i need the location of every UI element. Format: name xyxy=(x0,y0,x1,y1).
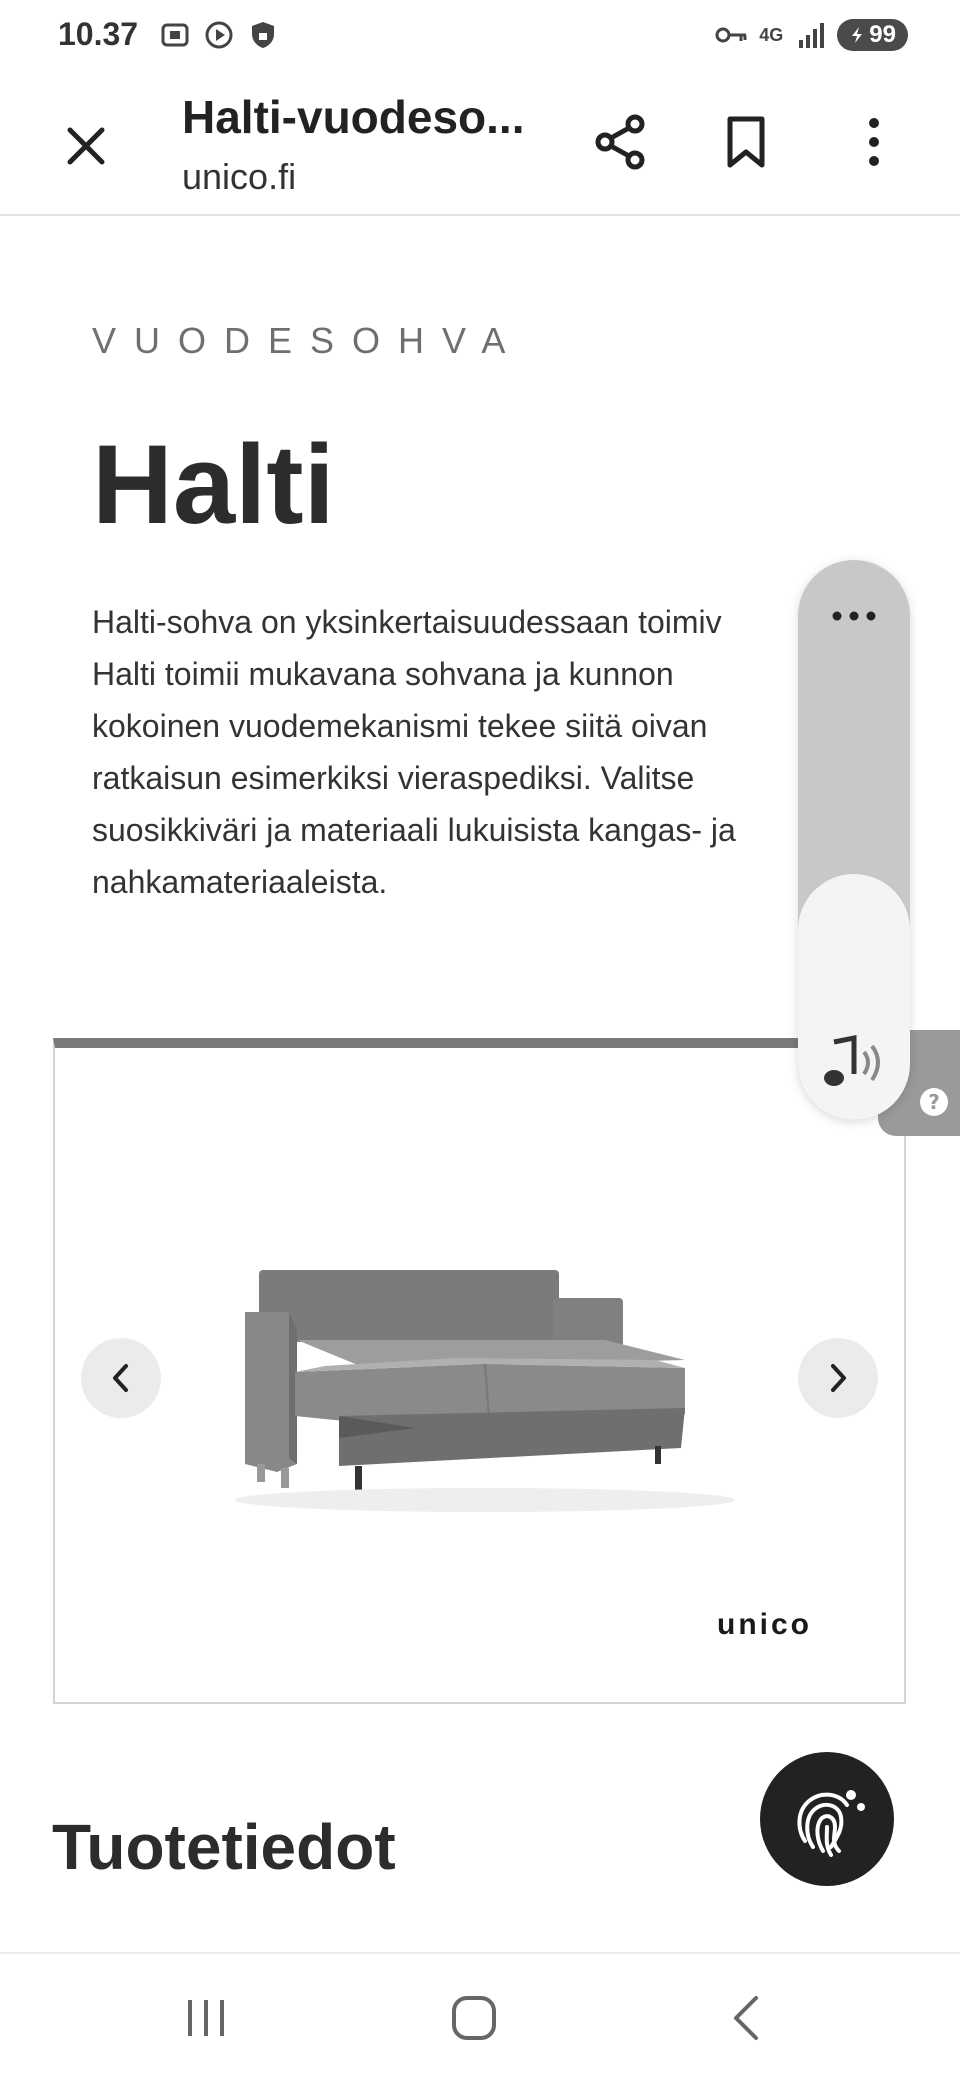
recent-apps-icon xyxy=(184,1996,228,2040)
back-button[interactable] xyxy=(720,1992,772,2044)
description-line: Halti-sohva on yksinkertaisuudessaan toimiv xyxy=(92,604,722,640)
carousel-next-button[interactable] xyxy=(798,1338,878,1418)
section-title-product-info: Tuotetiedot xyxy=(52,1811,396,1883)
battery-level: 99 xyxy=(869,21,896,48)
volume-more-button[interactable] xyxy=(798,596,910,636)
description-line: kokoinen vuodemekanismi tekee siitä oivan xyxy=(92,708,708,744)
page-tab-title: Halti-vuodeso... xyxy=(182,91,525,143)
product-title: Halti xyxy=(92,422,335,547)
shield-icon xyxy=(246,18,280,52)
battery-indicator xyxy=(837,19,908,51)
description-line: Halti toimii mukavana sohvana ja kunnon xyxy=(92,656,674,692)
recent-apps-button[interactable] xyxy=(180,1992,232,2044)
status-icons-left xyxy=(158,18,280,52)
close-icon xyxy=(66,126,106,166)
status-time: 10.37 xyxy=(58,16,139,52)
home-icon xyxy=(450,1994,498,2042)
key-icon xyxy=(715,18,749,52)
share-button[interactable] xyxy=(588,110,652,174)
chevron-left-icon xyxy=(111,1363,131,1393)
sofa-bed-image xyxy=(185,1268,785,1573)
share-icon xyxy=(593,114,647,170)
browser-toolbar xyxy=(0,72,960,216)
chevron-right-icon xyxy=(828,1363,848,1393)
status-icons-right xyxy=(715,18,908,52)
back-icon xyxy=(731,1994,761,2042)
more-horizontal-icon xyxy=(832,611,876,621)
more-menu-button[interactable] xyxy=(842,110,906,174)
carousel-prev-button[interactable] xyxy=(81,1338,161,1418)
signal-icon xyxy=(793,18,827,52)
play-icon xyxy=(202,18,236,52)
product-category: VUODESOHVA xyxy=(92,320,524,361)
more-vertical-icon xyxy=(868,117,880,167)
status-bar xyxy=(0,0,960,72)
screenshot-icon xyxy=(158,18,192,52)
svg-text:?: ? xyxy=(928,1090,940,1114)
bookmark-button[interactable] xyxy=(714,110,778,174)
description-line: nahkamateriaaleista. xyxy=(92,864,388,900)
network-type: 4G xyxy=(759,24,784,45)
system-nav-bar xyxy=(0,1952,960,2080)
fingerprint-icon xyxy=(779,1771,875,1867)
bookmark-icon xyxy=(726,116,766,168)
fingerprint-fab[interactable] xyxy=(760,1752,894,1886)
volume-panel[interactable] xyxy=(798,560,910,1120)
page-domain: unico.fi xyxy=(182,156,297,197)
music-volume-icon xyxy=(820,1034,888,1094)
home-button[interactable] xyxy=(448,1992,500,2044)
description-line: ratkaisun esimerkiksi vieraspediksi. Valitse xyxy=(92,760,695,796)
battery-icon xyxy=(849,26,865,44)
product-image-carousel[interactable] xyxy=(53,1038,906,1704)
brand-logo: unico xyxy=(717,1608,812,1641)
close-button[interactable] xyxy=(52,112,120,180)
description-line: suosikkiväri ja materiaali lukuisista kangas- ja xyxy=(92,812,736,848)
